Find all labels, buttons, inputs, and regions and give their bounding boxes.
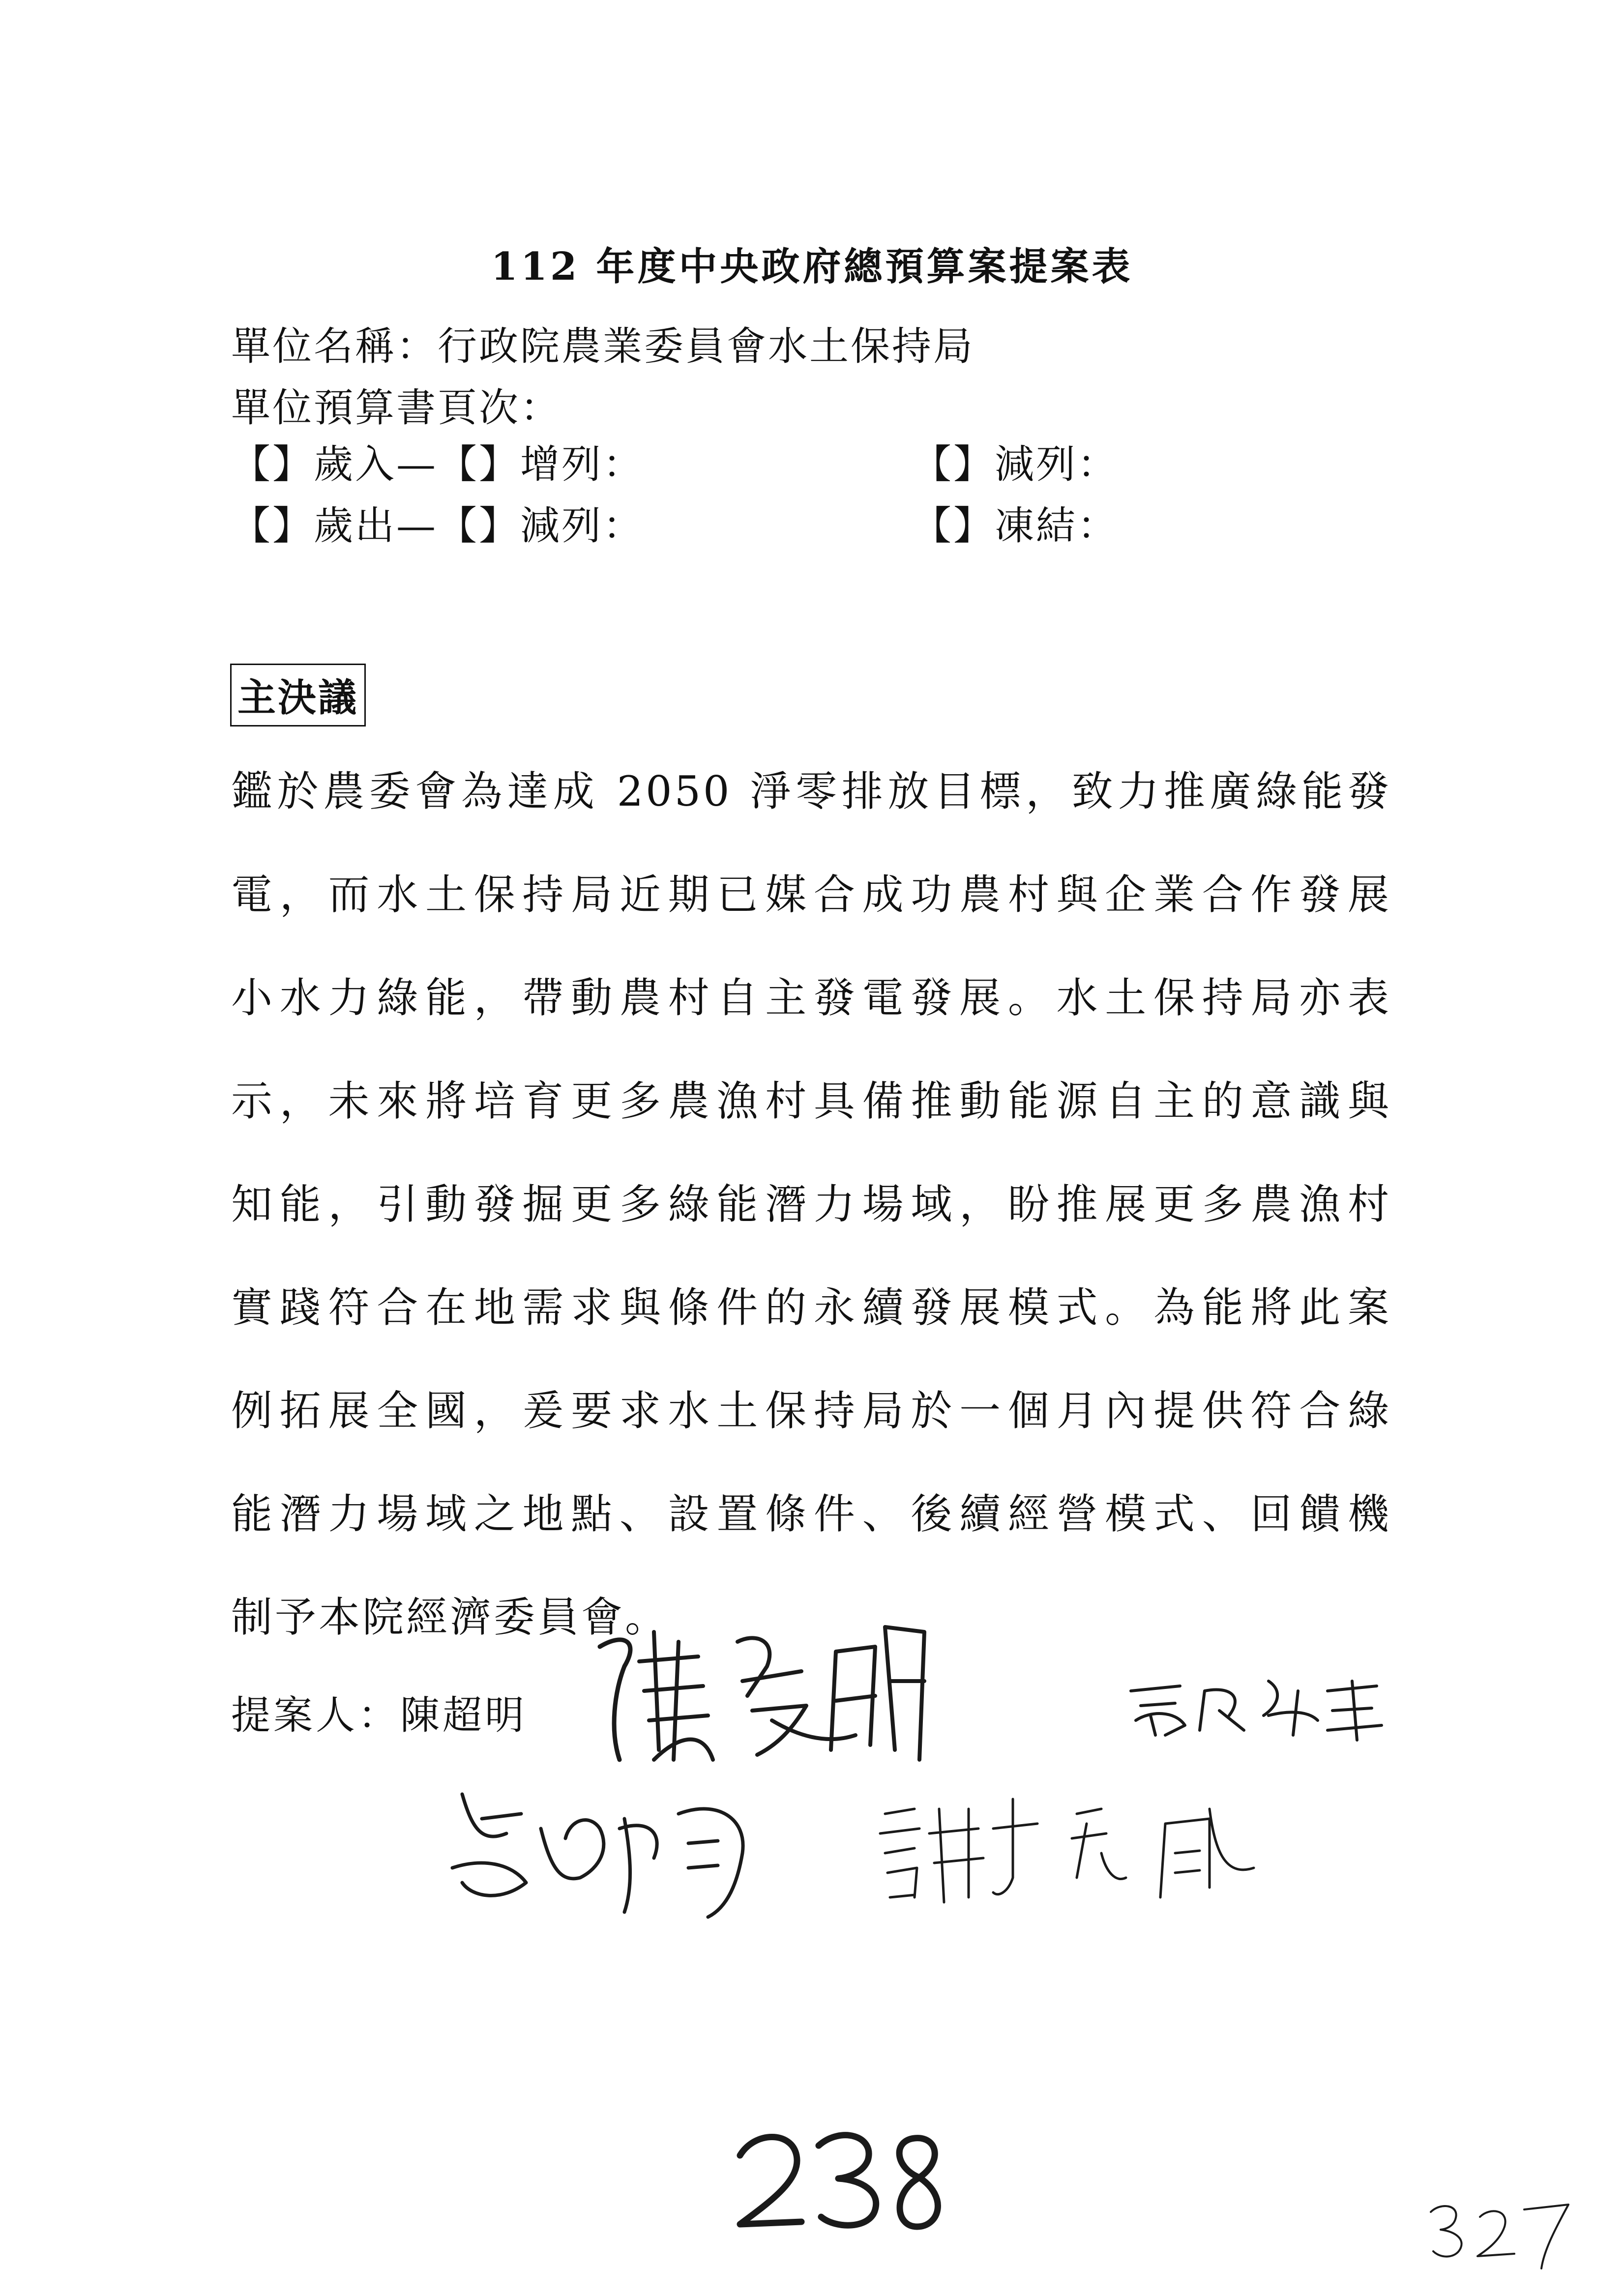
- signature-cosigner-1: [1121, 1661, 1387, 1745]
- unit-budget-page: 單位預算書頁次：: [231, 385, 561, 431]
- expenditure-freeze-row: 【】凍結：: [912, 503, 1119, 549]
- revenue-decrease-row: 【】減列：: [912, 441, 1119, 487]
- body-line: 制予本院經濟委員會。: [231, 1593, 669, 1641]
- page-title: 112 年度中央政府總預算案提案表: [491, 244, 1133, 289]
- handwritten-corner-number: [1421, 2182, 1583, 2271]
- unit-name: 單位名稱：行政院農業委員會水土保持局: [231, 323, 974, 369]
- body-line: 能潛力場域之地點、設置條件、後續經營模式、回饋機: [231, 1490, 1391, 1538]
- signature-cosigner-2: [443, 1770, 777, 1927]
- signature-proposer: [580, 1612, 934, 1774]
- signature-cosigner-3: [870, 1779, 1273, 1917]
- body-line: 知能，引動發掘更多綠能潛力場域，盼推展更多農漁村: [231, 1180, 1391, 1228]
- body-line: 小水力綠能，帶動農村自主發電發展。水土保持局亦表: [231, 974, 1391, 1022]
- resolution-body: [231, 740, 1391, 1669]
- main-resolution-label: 主決議: [230, 664, 366, 727]
- body-line: 例拓展全國，爰要求水土保持局於一個月內提供符合綠: [231, 1387, 1391, 1435]
- body-line: 電，而水土保持局近期已媒合成功農村與企業合作發展: [231, 871, 1391, 919]
- body-line: 實踐符合在地需求與條件的永續發展模式。為能將此案: [231, 1283, 1391, 1332]
- body-line: 示，未來將培育更多農漁村具備推動能源自主的意識與: [231, 1077, 1391, 1125]
- proposer-label: 提案人：陳超明: [231, 1692, 527, 1738]
- revenue-increase-row: 【】歲入—【】增列：: [231, 441, 644, 487]
- body-line: 鑑於農委會為達成 2050 淨零排放目標，致力推廣綠能發: [231, 767, 1391, 815]
- handwritten-page-number: [728, 2123, 954, 2237]
- expenditure-decrease-row: 【】歲出—【】減列：: [231, 503, 644, 549]
